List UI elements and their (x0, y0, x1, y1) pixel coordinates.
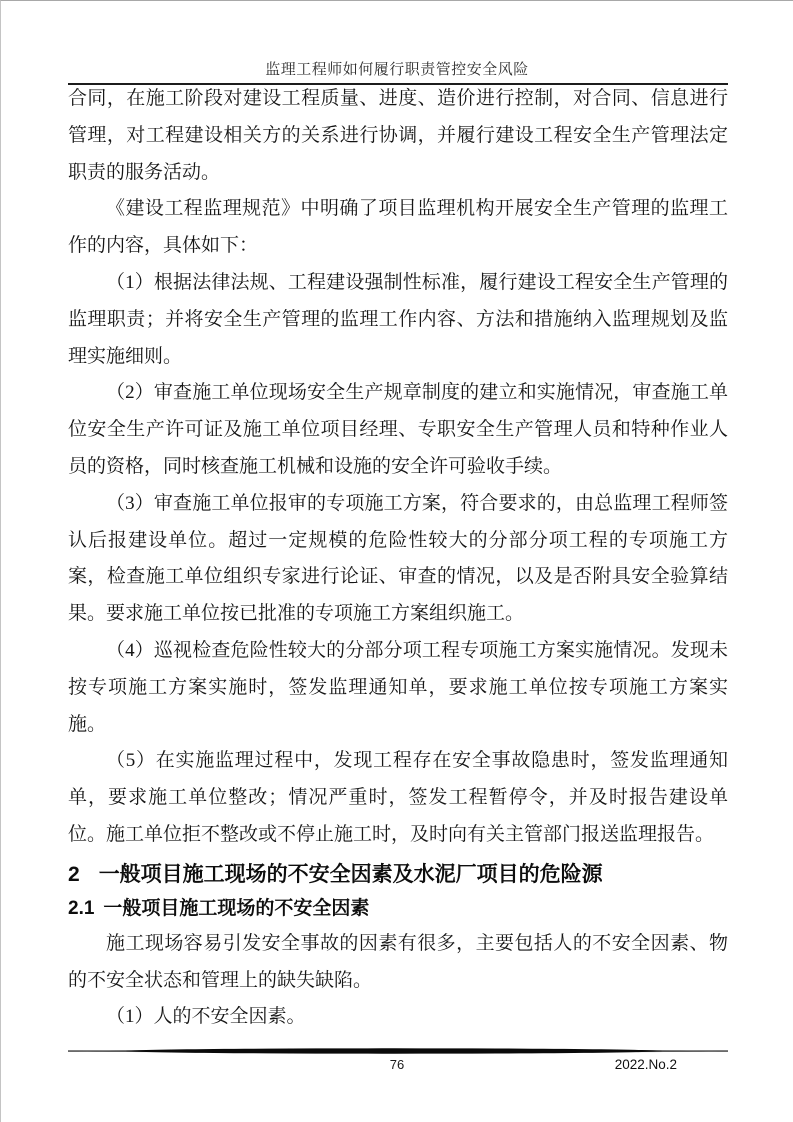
body-paragraph: （5）在实施监理过程中，发现工程存在安全事故隐患时，签发监理通知单，要求施工单位整改；情况严重时，签发工程暂停令，并及时报告建设单位。施工单位拒不整改或不停止施工时，及时向有关主管部门报送监理报告。 (68, 750, 728, 845)
body-content (68, 81, 728, 1036)
body-paragraph: （1）根据法律法规、工程建设强制性标准，履行建设工程安全生产管理的监理职责；并将安全生产管理的监理工作内容、方法和措施纳入监理规划及监理实施细则。 (68, 271, 728, 367)
body-paragraph: （1）人的不安全因素。 (106, 1006, 306, 1028)
body-paragraph: 合同，在施工阶段对建设工程质量、进度、造价进行控制，对合同、信息进行管理，对工程建设相关方的关系进行协调，并履行建设工程安全生产管理法定职责的服务活动。 (68, 88, 728, 183)
body-paragraph: （2）审查施工单位现场安全生产规章制度的建立和实施情况，审查施工单位安全生产许可证及施工单位项目经理、专职安全生产管理人员和特种作业人员的资格，同时核查施工机械和设施的安全许可验收手续。 (68, 382, 728, 477)
page-number: 76 (389, 1057, 405, 1072)
body-paragraph: （4）巡视检查危险性较大的分部分项工程专项施工方案实施情况。发现未按专项施工方案实施时，签发监理通知单，要求施工单位按专项施工方案实施。 (68, 639, 728, 735)
body-paragraph: （3）审查施工单位报审的专项施工方案，符合要求的，由总监理工程师签认后报建设单位。超过一定规模的危险性较大的分部分项工程的专项施工方案，检查施工单位组织专家进行论证、审查的情况，以及是否附具安全验算结果。要求施工单位按已批准的专项施工方案组织施工。 (68, 492, 728, 625)
section-heading (68, 860, 728, 890)
section-title: 一般项目施工现场的不安全因素及水泥厂项目的危险源 (98, 862, 603, 886)
subsection-heading (68, 894, 728, 924)
issue-number: 2022.No.2 (614, 1057, 677, 1072)
subsection-title: 一般项目施工现场的不安全因素 (103, 897, 370, 919)
section-number: 2 (68, 862, 80, 886)
running-header-title: 监理工程师如何履行职责管控安全风险 (265, 62, 529, 78)
body-paragraph: 《建设工程监理规范》中明确了项目监理机构开展安全生产管理的监理工作的内容，具体如下： (68, 198, 728, 257)
footer-rule (68, 1048, 728, 1055)
body-paragraph: 施工现场容易引发安全事故的因素有很多，主要包括人的不安全因素、物的不安全状态和管理上的缺失缺陷。 (68, 932, 728, 991)
subsection-number: 2.1 (68, 897, 95, 919)
